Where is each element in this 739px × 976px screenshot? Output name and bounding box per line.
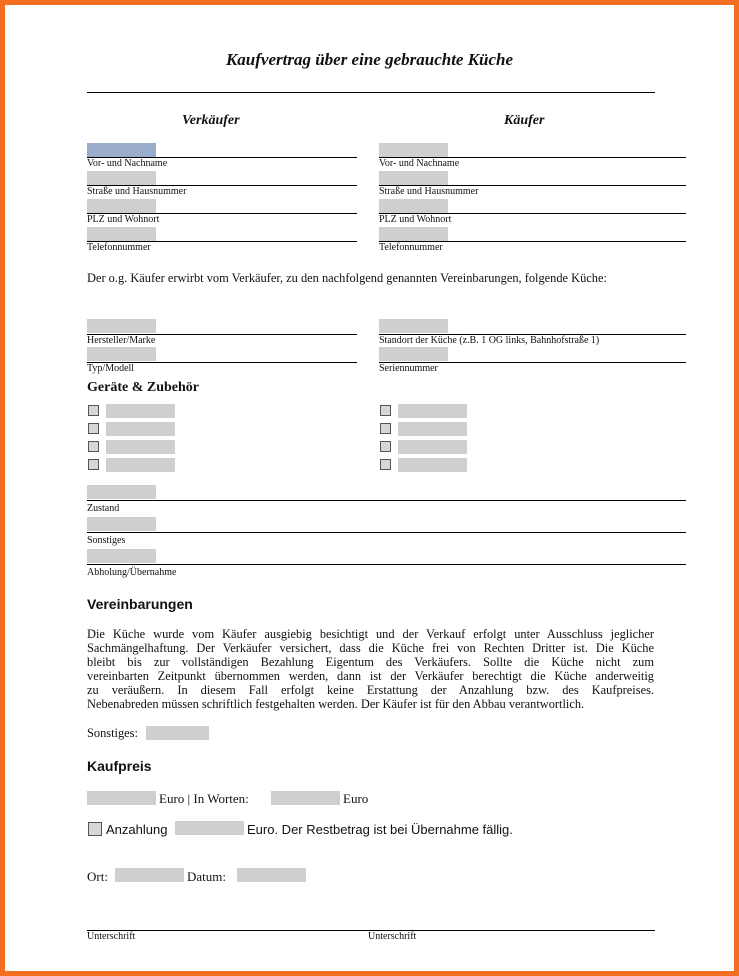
other-line xyxy=(87,532,686,533)
brand-label: Hersteller/Marke xyxy=(87,335,156,346)
appliances-heading: Geräte & Zubehör xyxy=(87,380,199,395)
buyer-phone-label: Telefonnummer xyxy=(379,242,443,253)
pickup-label: Abholung/Übernahme xyxy=(87,567,177,578)
deposit-amount-field[interactable] xyxy=(175,821,244,835)
seller-street-field[interactable] xyxy=(87,171,156,185)
appliance-field-left-2[interactable] xyxy=(106,422,175,436)
pickup-line xyxy=(87,564,686,565)
buyer-street-label: Straße und Hausnummer xyxy=(379,186,479,197)
agreements-line: zu veräußern. In diesem Fall erfolgt keine Erstattung der Anzahlung bzw. des Kaufpreises. xyxy=(87,683,654,697)
condition-line xyxy=(87,500,686,501)
agreements-line: Nebenabreden müssen schriftlich festgehalten werden. Der Käufer ist für den Abbau verantwortlich. xyxy=(87,697,585,711)
appliance-field-left-3[interactable] xyxy=(106,440,175,454)
other-field[interactable] xyxy=(87,517,156,531)
date-label: Datum: xyxy=(187,869,226,884)
price-heading: Kaufpreis xyxy=(87,758,152,774)
buyer-name-field[interactable] xyxy=(379,143,448,157)
buyer-heading: Käufer xyxy=(504,113,545,128)
seller-city-field[interactable] xyxy=(87,199,156,213)
appliance-checkbox-right-2[interactable] xyxy=(380,423,391,434)
deposit-label: Anzahlung xyxy=(106,822,168,837)
signature-label-right: Unterschrift xyxy=(368,931,417,942)
seller-name-field[interactable] xyxy=(87,143,156,157)
document-page xyxy=(5,5,734,971)
seller-name-label: Vor- und Nachname xyxy=(87,158,168,169)
condition-label: Zustand xyxy=(87,503,120,514)
seller-phone-field[interactable] xyxy=(87,227,156,241)
location-label: Standort der Küche (z.B. 1 OG links, Bahnhofstraße 1) xyxy=(379,335,600,346)
appliance-field-right-3[interactable] xyxy=(398,440,467,454)
price-amount-field[interactable] xyxy=(87,791,156,805)
buyer-city-label: PLZ und Wohnort xyxy=(379,214,452,225)
agreements-heading: Vereinbarungen xyxy=(87,596,193,612)
price-words-field[interactable] xyxy=(271,791,340,805)
appliance-checkbox-left-1[interactable] xyxy=(88,405,99,416)
appliance-field-right-4[interactable] xyxy=(398,458,467,472)
buyer-street-field[interactable] xyxy=(379,171,448,185)
appliance-field-right-1[interactable] xyxy=(398,404,467,418)
agreements-line: bleibt bis zur vollständigen Bezahlung Eigentum des Verkäufers. Sollte die Küche nicht zum xyxy=(87,655,654,669)
agreements-other-field[interactable] xyxy=(146,726,209,740)
appliance-checkbox-right-4[interactable] xyxy=(380,459,391,470)
agreements-line: vereinbarten Zeitpunkt übernommen werden, dann ist der Verkäufer berechtigt die Küche anderweitig xyxy=(87,669,654,683)
agreements-line: Die Küche wurde vom Käufer ausgiebig besichtigt und der Verkauf erfolgt unter Ausschluss jeglicher xyxy=(87,627,654,641)
serial-field[interactable] xyxy=(379,347,448,361)
signature-label-left: Unterschrift xyxy=(87,931,136,942)
brand-field[interactable] xyxy=(87,319,156,333)
price-euro-label-2: Euro xyxy=(343,791,369,806)
appliance-checkbox-left-4[interactable] xyxy=(88,459,99,470)
condition-field[interactable] xyxy=(87,485,156,499)
serial-label: Seriennummer xyxy=(379,363,438,374)
appliance-field-left-4[interactable] xyxy=(106,458,175,472)
appliance-checkbox-right-3[interactable] xyxy=(380,441,391,452)
pickup-field[interactable] xyxy=(87,549,156,563)
seller-phone-label: Telefonnummer xyxy=(87,242,151,253)
place-label: Ort: xyxy=(87,869,108,884)
intro-text: Der o.g. Käufer erwirbt vom Verkäufer, zu den nachfolgend genannten Vereinbarungen, folgende Küche: xyxy=(87,271,607,285)
deposit-suffix: Euro. Der Restbetrag ist bei Übernahme fällig. xyxy=(247,822,513,837)
appliance-checkbox-right-1[interactable] xyxy=(380,405,391,416)
appliance-checkbox-left-3[interactable] xyxy=(88,441,99,452)
agreements-line: Sachmängelhaftung. Der Verkäufer versichert, dass die Küche frei von Rechten Dritter ist. Die Küche xyxy=(87,641,654,655)
other-label: Sonstiges xyxy=(87,535,126,546)
buyer-city-field[interactable] xyxy=(379,199,448,213)
seller-heading: Verkäufer xyxy=(182,113,240,128)
date-field[interactable] xyxy=(237,868,306,882)
document-title: Kaufvertrag über eine gebrauchte Küche xyxy=(225,50,514,69)
model-label: Typ/Modell xyxy=(87,363,135,374)
agreements-other-label: Sonstiges: xyxy=(87,726,138,740)
seller-street-label: Straße und Hausnummer xyxy=(87,186,187,197)
model-field[interactable] xyxy=(87,347,156,361)
agreements-text xyxy=(87,627,654,711)
place-field[interactable] xyxy=(115,868,184,882)
location-field[interactable] xyxy=(379,319,448,333)
appliance-field-left-1[interactable] xyxy=(106,404,175,418)
buyer-phone-field[interactable] xyxy=(379,227,448,241)
appliance-checkbox-left-2[interactable] xyxy=(88,423,99,434)
deposit-checkbox[interactable] xyxy=(88,822,102,836)
seller-city-label: PLZ und Wohnort xyxy=(87,214,160,225)
buyer-name-label: Vor- und Nachname xyxy=(379,158,460,169)
price-euro-label: Euro | In Worten: xyxy=(159,791,249,806)
title-divider xyxy=(87,92,655,93)
appliance-field-right-2[interactable] xyxy=(398,422,467,436)
